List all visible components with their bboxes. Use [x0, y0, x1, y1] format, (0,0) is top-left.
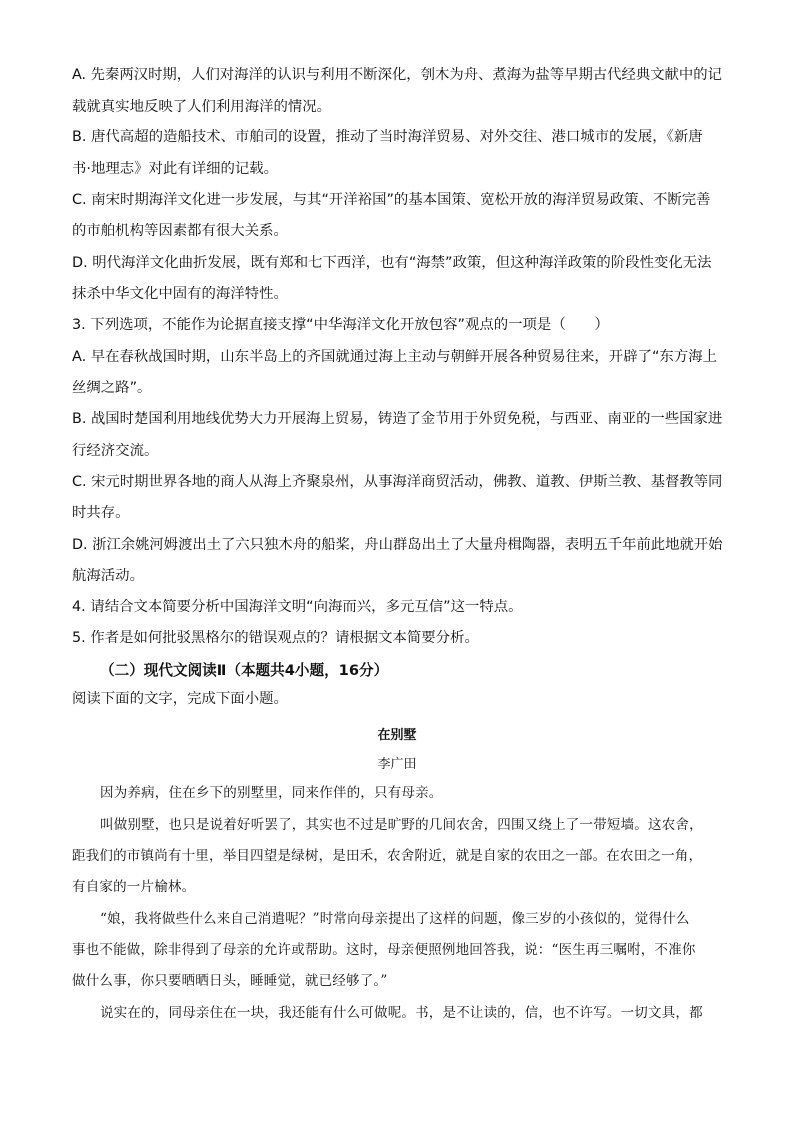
- q2-option-b-line1: B. 唐代高超的造船技术、市舶司的设置，推动了当时海洋贸易、对外交往、港口城市的发展，《新唐: [72, 129, 703, 145]
- q3-option-a-line1: A. 早在春秋战国时期，山东半岛上的齐国就通过海上主动与朝鲜开展各种贸易往来，开辟了“东方海上: [72, 349, 717, 365]
- q2-option-c-line2: 的市舶机构等因素都有很大关系。: [72, 223, 288, 239]
- q3-option-d-line1: D. 浙江余姚河姆渡出土了六只独木舟的船桨，舟山群岛出土了大量舟楫陶器，表明五千年前此地就开始: [72, 537, 723, 553]
- q2-option-d-line1: D. 明代海洋文化曲折发展，既有郑和七下西洋，也有“海禁”政策，但这种海洋政策的阶段性变化无法: [72, 255, 712, 271]
- q3-option-a-line2: 丝绸之路”。: [72, 380, 152, 396]
- q3-option-b-line1: B. 战国时楚国利用地线优势大力开展海上贸易，铸造了金节用于外贸免税，与西亚、南亚的一些国家进: [72, 411, 723, 427]
- story-paragraph-2-line1: 叫做别墅，也只是说着好听罢了，其实也不过是旷野的几间农舍，四围又绕上了一带短墙。这农舍，: [100, 817, 703, 833]
- q3-option-b-line2: 行经济交流。: [72, 443, 159, 459]
- q2-option-a-line1: A. 先秦两汉时期，人们对海洋的认识与利用不断深化，刳木为舟、煮海为盐等早期古代经典文献中的记: [72, 67, 722, 83]
- story-paragraph-3-line1: “娘，我将做些什么来自己消遣呢？”时常向母亲提出了这样的问题，像三岁的小孩似的，觉得什么: [100, 911, 690, 927]
- section-heading: （二）现代文阅读Ⅱ（本题共4小题，16分）: [100, 662, 389, 679]
- question-5: 5. 作者是如何批驳黑格尔的错误观点的？请根据文本简要分析。: [72, 630, 479, 646]
- question-4: 4. 请结合文本简要分析中国海洋文明“向海而兴，多元互信”这一特点。: [72, 599, 523, 615]
- story-paragraph-1: 因为养病，住在乡下的别墅里，同来作伴的，只有母亲。: [100, 785, 443, 801]
- q3-stem: 3. 下列选项，不能作为论据直接支撑“中华海洋文化开放包容”观点的一项是（ ）: [72, 317, 609, 333]
- q3-option-c-line1: C. 宋元时期世界各地的商人从海上齐聚泉州，从事海洋商贸活动，佛教、道教、伊斯兰教、基督教等同: [72, 474, 723, 490]
- story-title: 在别墅: [377, 728, 417, 743]
- q2-option-c-line1: C. 南宋时期海洋文化进一步发展，与其“开洋裕国”的基本国策、宽松开放的海洋贸易政策、不断完善: [72, 192, 711, 208]
- story-paragraph-2-line3: 有自家的一片榆林。: [72, 879, 196, 895]
- story-paragraph-3-line3: 做什么事，你只要晒晒日头，睡睡觉，就已经够了。”: [72, 973, 388, 989]
- q2-option-b-line2: 书·地理志》对此有详细的记载。: [72, 161, 279, 177]
- story-paragraph-4-line1: 说实在的，同母亲住在一块，我还能有什么可做呢。书，是不让读的，信，也不许写。一切文具，都: [100, 1005, 703, 1021]
- q2-option-d-line2: 抹杀中华文化中固有的海洋特性。: [72, 286, 288, 302]
- reading-instruction: 阅读下面的文字，完成下面小题。: [72, 691, 288, 707]
- story-paragraph-3-line2: 事也不能做，除非得到了母亲的允许或帮助。这时，母亲便照例地回答我，说：“医生再三嘱咐，不准你: [72, 942, 696, 958]
- q3-option-d-line2: 航海活动。: [72, 568, 144, 584]
- story-author: 李广田: [377, 757, 417, 772]
- q3-option-c-line2: 时共存。: [72, 505, 130, 521]
- story-paragraph-2-line2: 距我们的市镇尚有十里，举目四望是绿树，是田禾，农舍附近，就是自家的农田之一部。在农田之一角，: [72, 848, 703, 864]
- q2-option-a-line2: 载就真实地反映了人们利用海洋的情况。: [72, 99, 332, 115]
